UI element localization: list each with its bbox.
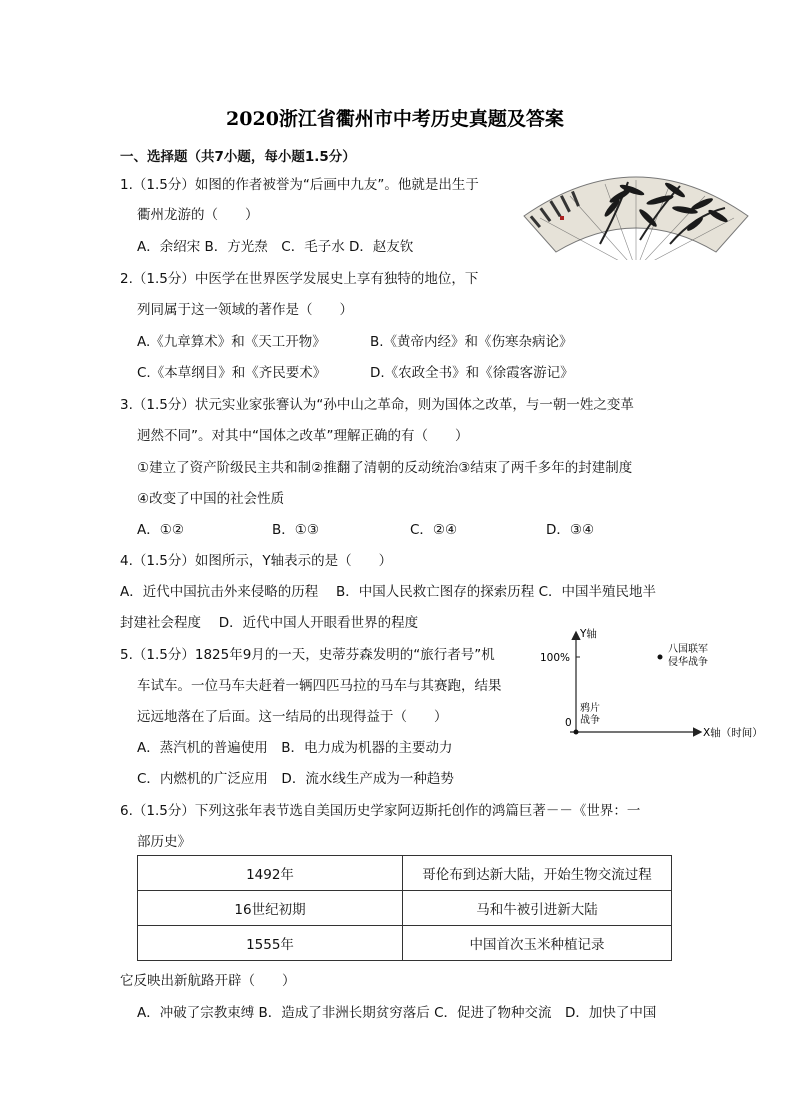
xy-axis-figure bbox=[540, 625, 780, 740]
q4-options-line1: A．近代中国抗击外来侵略的历程 B．中国人民救亡图存的探索历程 C．中国半殖民地半 bbox=[120, 584, 657, 600]
y-top-tick-label: 100% bbox=[540, 652, 571, 664]
table-cell-event: 马和牛被引进新大陆 bbox=[403, 891, 672, 926]
q2-option-d: D.《农政全书》和《徐霞客游记》 bbox=[370, 365, 574, 381]
q6-stem-line2: 部历史》 bbox=[137, 834, 191, 850]
q2-option-c: C.《本草纲目》和《齐民要术》 bbox=[137, 365, 327, 381]
q3-option-a: A．①② bbox=[137, 522, 184, 538]
table-cell-year: 1492年 bbox=[138, 856, 403, 891]
q2-option-a: A.《九章算术》和《天工开物》 bbox=[137, 334, 326, 350]
q5-stem-line2: 车试车。一位马车夫赶着一辆四匹马拉的马车与其赛跑，结果 bbox=[137, 678, 502, 694]
origin-label: 0 bbox=[565, 717, 572, 729]
table-row bbox=[138, 856, 672, 891]
q6-options: A．冲破了宗教束缚 B．造成了非洲长期贫穷落后 C．促进了物种交流 D．加快了中国 bbox=[137, 1005, 657, 1021]
q3-stem-line2: 迥然不同”。对其中“国体之改革”理解正确的有（ ） bbox=[137, 428, 469, 444]
q1-stem-line1: 1.（1.5分）如图的作者被誉为“后画中九友”。他就是出生于 bbox=[120, 177, 479, 193]
q3-option-d: D．③④ bbox=[546, 522, 595, 538]
table-cell-year: 16世纪初期 bbox=[138, 891, 403, 926]
q5-stem-line3: 远远地落在了后面。这一结局的出现得益于（ ） bbox=[137, 709, 448, 725]
bamboo-fan-painting bbox=[520, 160, 752, 260]
table-cell-event: 中国首次玉米种植记录 bbox=[403, 926, 672, 961]
q6-stem-line3: 它反映出新航路开辟（ ） bbox=[120, 973, 296, 989]
q2-stem-line1: 2.（1.5分）中医学在世界医学发展史上享有独特的地位，下 bbox=[120, 271, 479, 287]
table-cell-year: 1555年 bbox=[138, 926, 403, 961]
x-axis-label: X轴（时间） bbox=[703, 727, 763, 739]
q6-stem-line1: 6.（1.5分）下列这张年表节选自美国历史学家阿迈斯托创作的鸿篇巨著－－《世界：一 bbox=[120, 803, 641, 819]
point-opium-war-label-1: 鸦片 bbox=[580, 703, 600, 714]
q4-options-line2: 封建社会程度 D．近代中国人开眼看世界的程度 bbox=[120, 615, 419, 631]
q2-stem-line2: 列同属于这一领域的著作是（ ） bbox=[137, 302, 353, 318]
point-opium-war bbox=[574, 730, 579, 735]
q5-stem-line1: 5.（1.5分）1825年9月的一天，史蒂芬森发明的“旅行者号”机 bbox=[120, 647, 495, 663]
q3-statements-line2: ④改变了中国的社会性质 bbox=[137, 491, 285, 507]
q5-options-cd: C．内燃机的广泛应用 D．流水线生产成为一种趋势 bbox=[137, 771, 454, 787]
q3-stem-line1: 3.（1.5分）状元实业家张謇认为“孙中山之革命，则为国体之改革，与一朝一姓之变革 bbox=[120, 397, 634, 413]
point-eight-nation bbox=[658, 655, 663, 660]
q4-stem: 4.（1.5分）如图所示，Y轴表示的是（ ） bbox=[120, 553, 393, 569]
y-axis-label: Y轴 bbox=[580, 628, 597, 640]
q3-statements-line1: ①建立了资产阶级民主共和制②推翻了清朝的反动统治③结束了两千多年的封建制度 bbox=[137, 460, 633, 476]
q3-option-b: B．①③ bbox=[272, 522, 319, 538]
chronology-table bbox=[137, 855, 672, 961]
q2-option-b: B.《黄帝内经》和《伤寒杂病论》 bbox=[370, 334, 573, 350]
point-eight-nation-label-2: 侵华战争 bbox=[668, 657, 708, 668]
q3-option-c: C．②④ bbox=[410, 522, 458, 538]
q1-stem-line2: 衢州龙游的（ ） bbox=[137, 207, 259, 223]
q1-options: A．余绍宋 B．方光焘 C．毛子水 D．赵友钦 bbox=[137, 239, 414, 255]
q5-options-ab: A．蒸汽机的普遍使用 B．电力成为机器的主要动力 bbox=[137, 740, 453, 756]
point-opium-war-label-2: 战争 bbox=[580, 715, 600, 726]
table-row bbox=[138, 891, 672, 926]
section-heading: 一、选择题（共7小题，每小题1.5分） bbox=[120, 149, 356, 165]
table-row bbox=[138, 926, 672, 961]
page-title: 2020浙江省衢州市中考历史真题及答案 bbox=[226, 108, 564, 130]
table-cell-event: 哥伦布到达新大陆，开始生物交流过程 bbox=[403, 856, 672, 891]
point-eight-nation-label-1: 八国联军 bbox=[668, 644, 708, 655]
